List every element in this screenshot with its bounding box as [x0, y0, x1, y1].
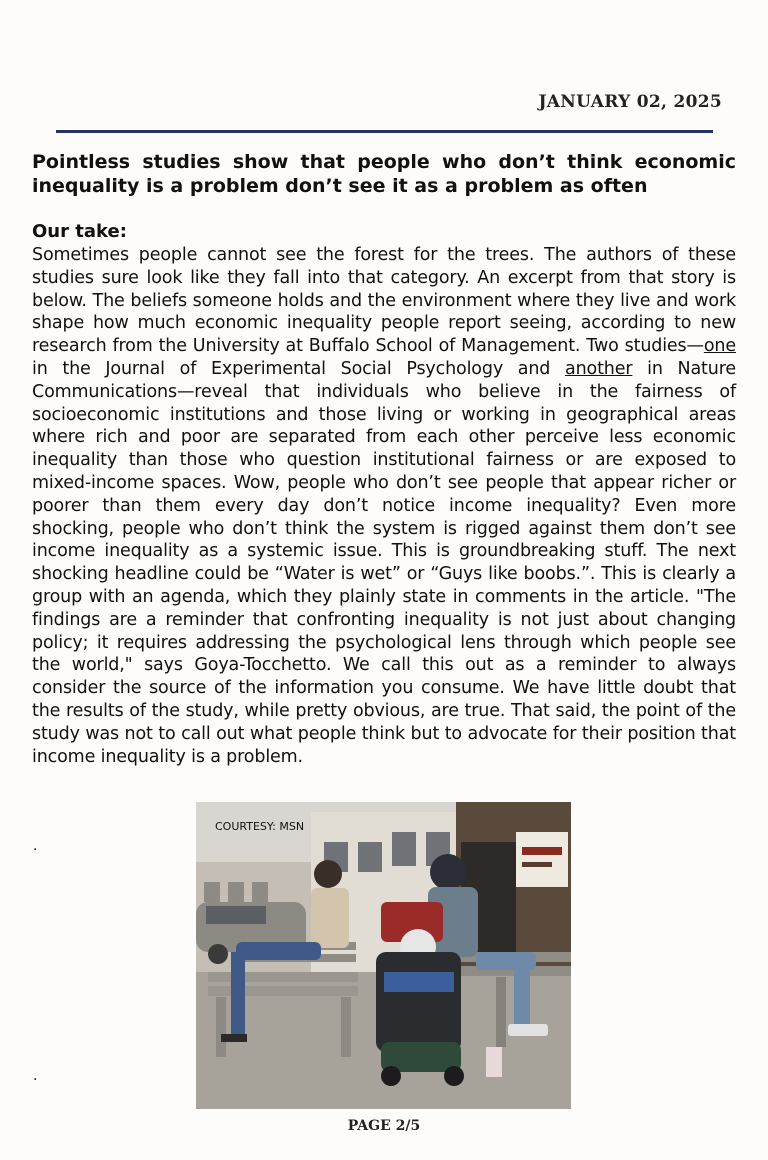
margin-dot: . [33, 838, 38, 854]
our-take-label: Our take: [32, 221, 127, 242]
article-headline: Pointless studies show that people who don’t think economic inequality is a problem don’t see it as a problem as often [32, 151, 736, 197]
margin-dot: . [33, 1068, 38, 1084]
article-photo [196, 802, 571, 1109]
link-one[interactable]: one [703, 336, 736, 357]
issue-date: JANUARY 02, 2025 [538, 92, 722, 112]
page-number: PAGE 2/5 [347, 1118, 421, 1134]
header-divider [56, 130, 713, 133]
body-text-2: in the Journal of Experimental Social Psychology and [32, 358, 565, 379]
body-text-3: in Nature Communications—reveal that individuals who believe in the fairness of socioeconomic institutions and those living or working in geographical areas where rich and poor are separated from each other perceive less economic inequality than those who question institutional fairness or are exposed to mixed-income spaces. Wow, people who don’t see people that appear richer or poorer than them every day don’t notice income inequality? Even more shocking, people who don’t think the system is rigged against them don’t see income inequality as a systemic issue. This is groundbreaking stuff. The next shocking headline could be “Water is wet” or “Guys like boobs.”. This is clearly a group with an agenda, which they plainly state in comments in the article. "The findings are a reminder that confronting inequality is not just about changing policy; it requires addressing the psychological lens through which people see the world," says Goya-Tocchetto. We call this out as a reminder to always consider the source of the information you consume. We have little doubt that the results of the study, while pretty obvious, are true. That said, the point of the study was not to call out what people think but to advocate for their position that income inequality is a problem. [32, 358, 736, 767]
street-bench-photo [196, 802, 571, 1109]
body-text-1: Sometimes people cannot see the forest for the trees. The authors of these studies sure look like they fall into that category. An excerpt from that story is below. The beliefs someone holds and the environment where they live and work shape how much economic inequality people report seeing, according to new research from the University at Buffalo School of Management. Two studies— [32, 245, 736, 357]
photo-credit: COURTESY: MSN [215, 820, 305, 833]
link-another[interactable]: another [565, 358, 633, 379]
article-body [32, 244, 736, 768]
